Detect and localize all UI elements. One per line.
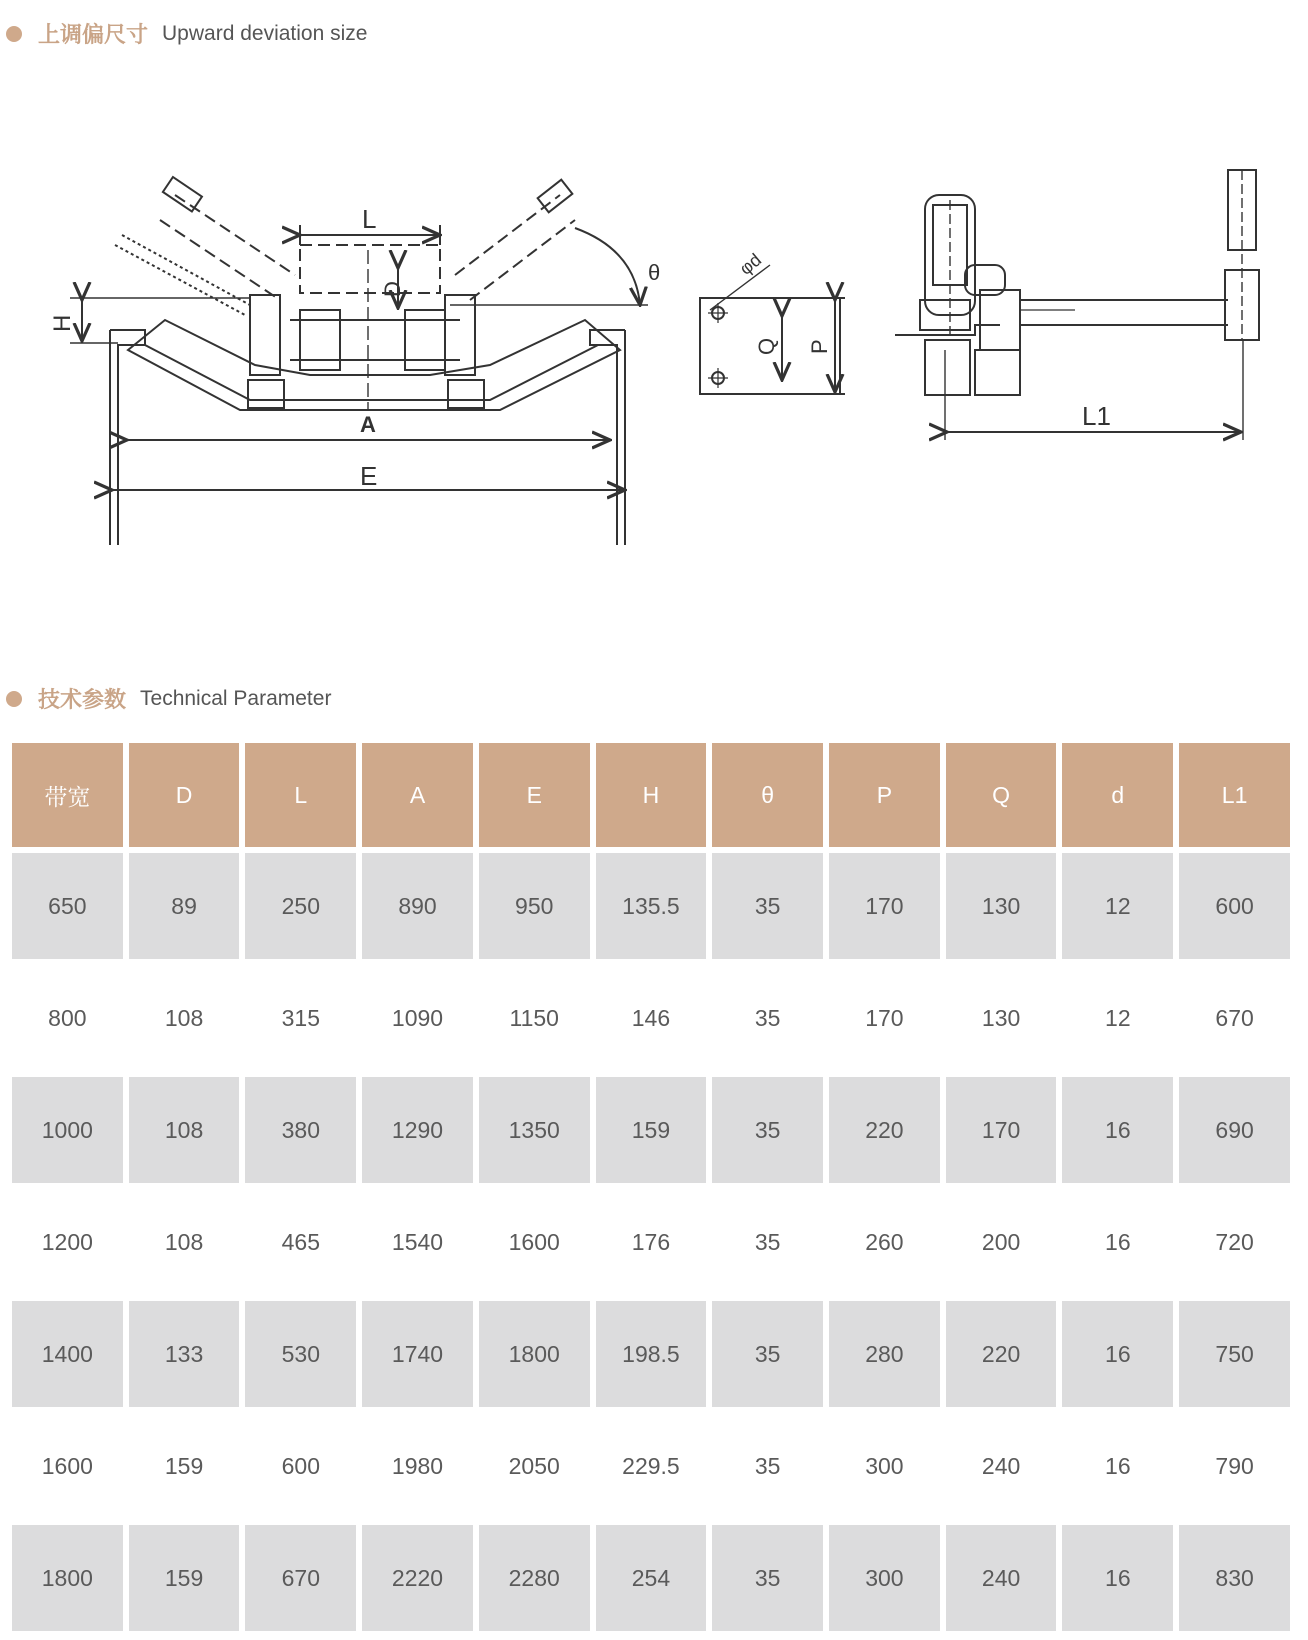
table-cell: 170: [829, 965, 940, 1077]
table-cell: 35: [712, 1525, 823, 1637]
table-cell: 176: [596, 1189, 707, 1301]
col-header-L: L: [245, 743, 356, 853]
table-cell: 530: [245, 1301, 356, 1413]
table-cell: 229.5: [596, 1413, 707, 1525]
section-title-cn: 技术参数: [38, 688, 127, 713]
table-cell: 690: [1179, 1077, 1290, 1189]
dim-label-E: E: [360, 461, 378, 491]
table-cell: 830: [1179, 1525, 1290, 1637]
table-cell: 1600: [12, 1413, 123, 1525]
base-plate-view: [700, 250, 845, 394]
table-row: [12, 1301, 1290, 1413]
table-cell: 1600: [479, 1189, 590, 1301]
table-cell: 16: [1062, 1301, 1173, 1413]
table-cell: 1800: [12, 1525, 123, 1637]
table-cell: 2220: [362, 1525, 473, 1637]
dim-label-Q: Q: [754, 337, 779, 355]
dim-label-H: H: [49, 314, 76, 332]
table-cell: 1800: [479, 1301, 590, 1413]
table-row: [12, 965, 1290, 1077]
col-header-Q: Q: [946, 743, 1057, 853]
table-cell: 133: [129, 1301, 240, 1413]
table-cell: 16: [1062, 1077, 1173, 1189]
table-cell: 670: [1179, 965, 1290, 1077]
table-cell: 2050: [479, 1413, 590, 1525]
section-title-cn: 上调偏尺寸: [38, 23, 149, 48]
front-view: [49, 177, 660, 545]
table-cell: 159: [596, 1077, 707, 1189]
table-cell: 465: [245, 1189, 356, 1301]
col-header-P: P: [829, 743, 940, 853]
section-title-en: Technical Parameter: [140, 686, 332, 710]
table-cell: 280: [829, 1301, 940, 1413]
table-cell: 108: [129, 965, 240, 1077]
dim-label-theta: θ: [648, 260, 661, 285]
col-header-d: d: [1062, 743, 1173, 853]
table-cell: 1350: [479, 1077, 590, 1189]
col-header-theta: θ: [712, 743, 823, 853]
table-cell: 16: [1062, 1413, 1173, 1525]
deviation-diagram: [0, 150, 1308, 570]
table-cell: 380: [245, 1077, 356, 1189]
table-row: [12, 853, 1290, 965]
table-cell: 1980: [362, 1413, 473, 1525]
table-cell: 170: [829, 853, 940, 965]
table-cell: 600: [1179, 853, 1290, 965]
table-cell: 1000: [12, 1077, 123, 1189]
table-cell: 16: [1062, 1189, 1173, 1301]
table-cell: 750: [1179, 1301, 1290, 1413]
table-cell: 220: [829, 1077, 940, 1189]
dim-label-L: L: [362, 204, 377, 234]
table-cell: 170: [946, 1077, 1057, 1189]
dim-label-D: D: [380, 281, 405, 297]
table-row: [12, 1189, 1290, 1301]
table-cell: 159: [129, 1413, 240, 1525]
table-cell: 950: [479, 853, 590, 965]
table-cell: 2280: [479, 1525, 590, 1637]
table-cell: 1740: [362, 1301, 473, 1413]
table-cell: 130: [946, 853, 1057, 965]
table-cell: 890: [362, 853, 473, 965]
table-cell: 650: [12, 853, 123, 965]
table-cell: 790: [1179, 1413, 1290, 1525]
col-header-D: D: [129, 743, 240, 853]
table-cell: 1400: [12, 1301, 123, 1413]
table-cell: 12: [1062, 853, 1173, 965]
table-cell: 800: [12, 965, 123, 1077]
col-header-E: E: [479, 743, 590, 853]
table-cell: 16: [1062, 1525, 1173, 1637]
table-cell: 240: [946, 1413, 1057, 1525]
table-cell: 1290: [362, 1077, 473, 1189]
col-header-L1: L1: [1179, 743, 1290, 853]
bullet-dot-icon: [6, 691, 22, 707]
dim-label-phi-d: φd: [735, 249, 766, 279]
table-cell: 300: [829, 1413, 940, 1525]
table-header-row: [12, 743, 1290, 853]
table-row: [12, 1525, 1290, 1637]
table-cell: 720: [1179, 1189, 1290, 1301]
col-header-H: H: [596, 743, 707, 853]
table-cell: 108: [129, 1189, 240, 1301]
side-view: [895, 170, 1259, 440]
table-cell: 198.5: [596, 1301, 707, 1413]
table-cell: 600: [245, 1413, 356, 1525]
table-row: [12, 1077, 1290, 1189]
table-cell: 89: [129, 853, 240, 965]
bullet-dot-icon: [6, 26, 22, 42]
section-header-upward-deviation: [6, 18, 367, 49]
table-cell: 670: [245, 1525, 356, 1637]
table-cell: 146: [596, 965, 707, 1077]
table-cell: 1540: [362, 1189, 473, 1301]
table-cell: 240: [946, 1525, 1057, 1637]
table-cell: 250: [245, 853, 356, 965]
table-cell: 35: [712, 1189, 823, 1301]
dim-label-L1: L1: [1082, 401, 1111, 431]
table-cell: 1200: [12, 1189, 123, 1301]
table-cell: 300: [829, 1525, 940, 1637]
table-cell: 35: [712, 1077, 823, 1189]
table-cell: 1090: [362, 965, 473, 1077]
table-cell: 108: [129, 1077, 240, 1189]
table-cell: 200: [946, 1189, 1057, 1301]
table-cell: 260: [829, 1189, 940, 1301]
dim-label-A: A: [360, 412, 376, 437]
table-cell: 35: [712, 1301, 823, 1413]
col-header-A: A: [362, 743, 473, 853]
table-cell: 35: [712, 965, 823, 1077]
section-title-en: Upward deviation size: [162, 21, 368, 45]
table-cell: 35: [712, 1413, 823, 1525]
section-header-technical-parameter: [6, 683, 331, 714]
dim-label-P: P: [807, 339, 832, 354]
technical-parameter-table: [6, 743, 1296, 1637]
col-header-belt-width: 带宽: [12, 743, 123, 853]
table-cell: 35: [712, 853, 823, 965]
table-cell: 220: [946, 1301, 1057, 1413]
table-cell: 12: [1062, 965, 1173, 1077]
table-cell: 1150: [479, 965, 590, 1077]
table-cell: 315: [245, 965, 356, 1077]
table-cell: 159: [129, 1525, 240, 1637]
table-row: [12, 1413, 1290, 1525]
table-cell: 130: [946, 965, 1057, 1077]
table-cell: 254: [596, 1525, 707, 1637]
table-cell: 135.5: [596, 853, 707, 965]
